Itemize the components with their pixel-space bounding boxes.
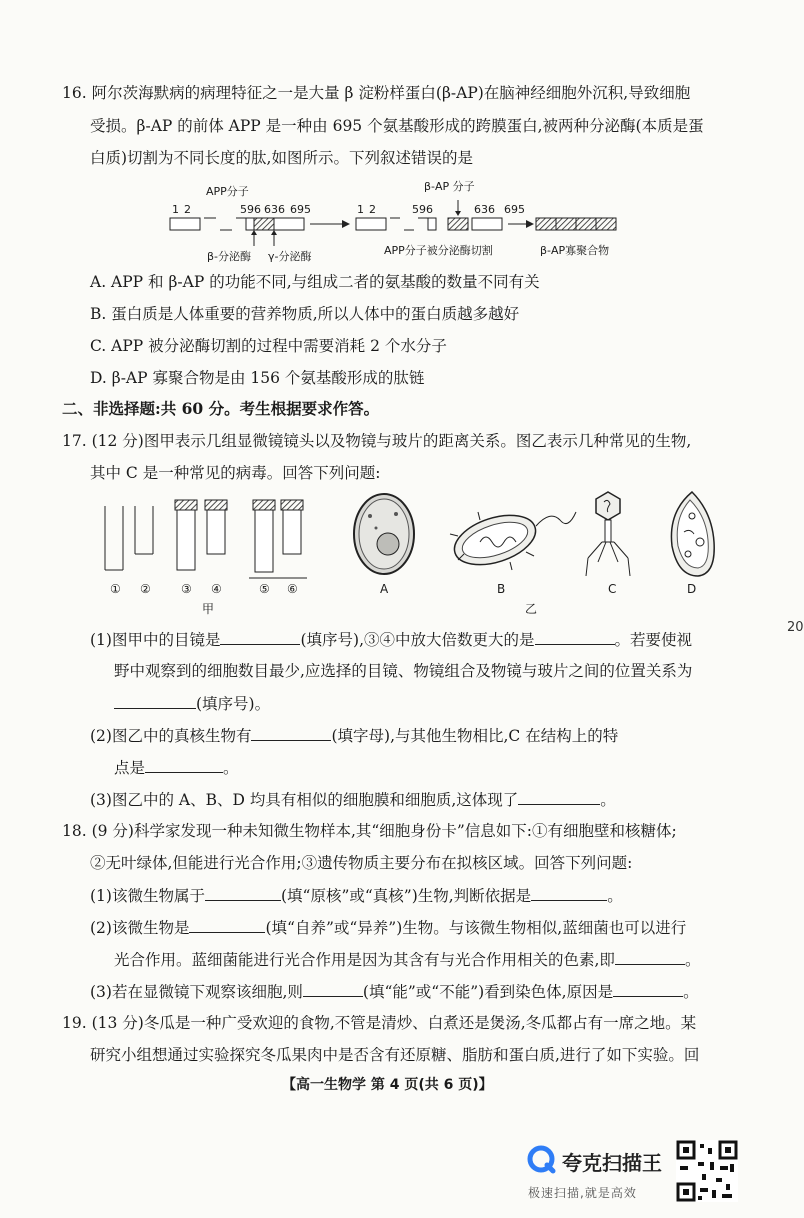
- q18-sub3-text-a: (3)若在显微镜下观察该细胞,则: [90, 983, 303, 1001]
- app-diagram-graphic: [160, 190, 630, 250]
- organism-a-cell: [354, 494, 414, 574]
- figure-jia-caption: 甲: [202, 602, 215, 616]
- q18-sub1-line-1: [90, 884, 623, 907]
- pos-2-after: 2: [369, 203, 376, 216]
- q17-sub1-text-a: (1)图甲中的目镜是: [90, 631, 221, 649]
- answer-blank[interactable]: [145, 756, 223, 773]
- q18-sub1-text-a: (1)该微生物属于: [90, 887, 205, 905]
- gamma-secretase-label: γ-分泌酶: [268, 250, 312, 263]
- q18-line-1: 18. (9 分)科学家发现一种未知微生物样本,其“细胞身份卡”信息如下:①有细胞壁和核糖体;: [62, 822, 677, 840]
- pos-695-after: 695: [504, 203, 525, 216]
- lens-label-5: ⑤: [259, 582, 270, 596]
- page-footer: 【高一生物学 第 4 页(共 6 页)】: [282, 1077, 493, 1093]
- q18-sub2-text-b: (填“自养”或“异养”)生物。与该微生物相似,蓝细菌也可以进行: [265, 919, 687, 937]
- objective-5: [249, 500, 279, 578]
- answer-blank[interactable]: [303, 980, 363, 997]
- q17-sub2-text-a: (2)图乙中的真核生物有: [90, 727, 252, 745]
- q17-sub2-text-d: 。: [223, 759, 239, 777]
- q19-line-1: 19. (13 分)冬瓜是一种广受欢迎的食物,不管是清炒、白煮还是煲汤,冬瓜都占有一席之地。某: [62, 1014, 697, 1032]
- arrow-right-icon: [526, 220, 534, 228]
- q16-option-a: A. APP 和 β-AP 的功能不同,与组成二者的氨基酸的数量不同有关: [90, 273, 540, 291]
- lens-label-6: ⑥: [287, 582, 298, 596]
- q16-line-3: 白质)切割为不同长度的肽,如图所示。下列叙述错误的是: [90, 149, 473, 167]
- q16-option-d: D. β-AP 寡聚合物是由 156 个氨基酸形成的肽链: [90, 369, 425, 387]
- beta-secretase-label: β-分泌酶: [207, 250, 251, 263]
- q17-sub1-line-2: 野中观察到的细胞数目最少,应选择的目镜、物镜组合及物镜与玻片之间的位置关系为: [114, 662, 693, 680]
- organisms-figure: [340, 486, 740, 582]
- app-molecule-label: APP分子: [206, 185, 249, 198]
- app-molecule-bar: [170, 218, 304, 230]
- answer-blank[interactable]: [531, 884, 607, 901]
- q18-sub2-line-2: [114, 948, 700, 971]
- q17-sub1-line-3: [114, 692, 270, 715]
- q18-sub1-text-b: (填“原核”或“真核”)生物,判断依据是: [280, 887, 532, 905]
- q17-sub3-text-b: 。: [600, 791, 616, 809]
- qr-code-icon: [676, 1140, 738, 1202]
- organism-c-virus: [586, 492, 630, 576]
- lens-label-4: ④: [211, 582, 222, 596]
- oligomer-caption: β-AP寡聚合物: [540, 244, 610, 257]
- objective-6: [277, 500, 307, 578]
- pos-1-after: 1: [357, 203, 364, 216]
- organism-d-paramecium: [671, 492, 714, 576]
- q17-sub1-line-1: [90, 628, 692, 651]
- pos-695: 695: [290, 203, 311, 216]
- q18-sub1-text-c: 。: [607, 887, 623, 905]
- eyepiece-1: [105, 506, 123, 570]
- pos-596-after: 596: [412, 203, 433, 216]
- q18-sub3-text-c: 。: [683, 983, 699, 1001]
- lens-label-2: ②: [140, 582, 151, 596]
- answer-blank[interactable]: [535, 628, 615, 645]
- q17-sub1-text-e: (填序号)。: [196, 695, 271, 713]
- q16-line-2: 受损。β-AP 的前体 APP 是一种由 695 个氨基酸形成的跨膜蛋白,被两种分泌酶(本质是蛋: [90, 117, 704, 135]
- answer-blank[interactable]: [251, 724, 331, 741]
- beta-ap-molecule-label: β-AP 分子: [424, 180, 475, 193]
- pos-596: 596: [240, 203, 261, 216]
- q18-sub3-text-b: (填“能”或“不能”)看到染色体,原因是: [362, 983, 614, 1001]
- pos-636: 636: [264, 203, 285, 216]
- lens-label-1: ①: [110, 582, 121, 596]
- q17-sub2-text-b: (填字母),与其他生物相比,C 在结构上的特: [331, 727, 619, 745]
- q17-sub2-line-2: [114, 756, 239, 779]
- q17-sub3-text-a: (3)图乙中的 A、B、D 均具有相似的细胞膜和细胞质,这体现了: [90, 791, 519, 809]
- q17-sub1-text-b: (填序号),③④中放大倍数更大的是: [300, 631, 535, 649]
- objective-3: [175, 500, 197, 570]
- pos-1: 1: [172, 203, 179, 216]
- pos-636-after: 636: [474, 203, 495, 216]
- q18-sub2-text-c: 光合作用。蓝细菌能进行光合作用是因为其含有与光合作用相关的色素,即: [114, 951, 615, 969]
- q17-line-1: 17. (12 分)图甲表示几组显微镜镜头以及物镜与玻片的距离关系。图乙表示几种常见的生物,: [62, 432, 692, 450]
- cleavage-caption: APP分子被分泌酶切割: [384, 244, 493, 257]
- q17-sub2-text-c: 点是: [114, 759, 146, 777]
- figure-yi-caption: 乙: [525, 602, 538, 616]
- q19-line-2: 研究小组想通过实验探究冬瓜果肉中是否含有还原糖、脂肪和蛋白质,进行了如下实验。回: [90, 1046, 700, 1064]
- scanner-app-name: 夸克扫描王: [562, 1151, 662, 1175]
- eyepiece-2: [135, 506, 153, 554]
- q16-option-c: C. APP 被分泌酶切割的过程中需要消耗 2 个水分子: [90, 337, 447, 355]
- arrow-right-icon: [342, 220, 350, 228]
- q18-sub2-line-1: [90, 916, 686, 939]
- q17-line-2: 其中 C 是一种常见的病毒。回答下列问题:: [90, 464, 381, 482]
- answer-blank[interactable]: [615, 948, 685, 965]
- q18-sub3-line-1: [90, 980, 699, 1003]
- scanner-slogan: 极速扫描,就是高效: [528, 1186, 637, 1200]
- q16-line-1: 16. 阿尔茨海默病的病理特征之一是大量 β 淀粉样蛋白(β-AP)在脑神经细胞外沉积,导致细胞: [62, 84, 691, 102]
- pos-2: 2: [184, 203, 191, 216]
- lens-label-3: ③: [181, 582, 192, 596]
- q17-sub3-line-1: [90, 788, 616, 811]
- answer-blank[interactable]: [220, 628, 300, 645]
- answer-blank[interactable]: [613, 980, 683, 997]
- microscope-lenses-figure: [95, 492, 325, 588]
- q18-sub2-text-a: (2)该微生物是: [90, 919, 190, 937]
- q17-sub1-text-c: 。若要使视: [614, 631, 693, 649]
- organism-b-bacterium: [448, 506, 576, 574]
- answer-blank[interactable]: [518, 788, 600, 805]
- page-edge-mark: 20: [787, 620, 804, 635]
- organism-label-a: A: [380, 582, 389, 596]
- organism-label-d: D: [687, 582, 697, 596]
- cleaved-app-bar: [356, 218, 502, 230]
- scanner-logo-icon: [528, 1146, 556, 1174]
- answer-blank[interactable]: [205, 884, 281, 901]
- organism-label-c: C: [608, 582, 617, 596]
- section-2-heading: 二、非选择题:共 60 分。考生根据要求作答。: [62, 399, 380, 418]
- q16-option-b: B. 蛋白质是人体重要的营养物质,所以人体中的蛋白质越多越好: [90, 305, 520, 323]
- answer-blank[interactable]: [189, 916, 265, 933]
- beta-ap-oligomer-bar: [536, 218, 616, 230]
- q18-sub2-text-d: 。: [684, 951, 701, 969]
- q17-sub2-line-1: [90, 724, 618, 747]
- organism-label-b: B: [497, 582, 506, 596]
- objective-4: [205, 500, 227, 554]
- answer-blank[interactable]: [114, 692, 196, 709]
- q18-line-2: ②无叶绿体,但能进行光合作用;③遗传物质主要分布在拟核区域。回答下列问题:: [90, 854, 633, 872]
